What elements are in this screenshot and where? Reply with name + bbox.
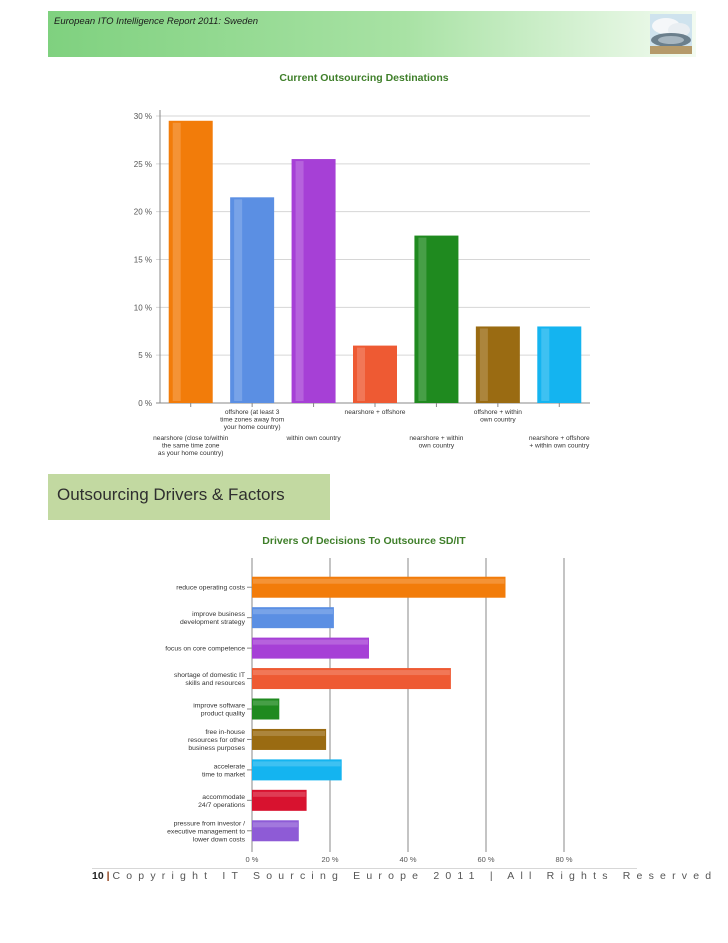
- section-title: Outsourcing Drivers & Factors: [57, 485, 285, 504]
- hbar-highlight: [253, 792, 306, 797]
- y-tick-label: 0 %: [138, 399, 152, 408]
- y-category-label: improve business development strategy: [180, 611, 245, 627]
- y-category-label: free in-house resources for other business purposes: [187, 728, 245, 752]
- drivers-bar-chart: [0, 540, 728, 865]
- report-title: European ITO Intelligence Report 2011: Sweden: [54, 16, 259, 27]
- x-category-label: nearshore + within own country: [409, 435, 464, 450]
- section-heading-band: [48, 474, 330, 520]
- bar-highlight: [418, 238, 426, 401]
- hbar-highlight: [253, 822, 298, 827]
- y-category-label: accelerate time to market: [201, 763, 245, 779]
- hbar-highlight: [253, 761, 341, 766]
- hbar-highlight: [253, 579, 505, 584]
- chart-title-destinations: Current Outsourcing Destinations: [279, 72, 449, 84]
- bar-highlight: [173, 123, 181, 401]
- x-category-label: nearshore (close to/within the same time zone as your home country): [153, 435, 229, 457]
- x-tick-label: 60 %: [477, 855, 495, 864]
- hbar-highlight: [253, 701, 278, 706]
- y-tick-label: 15 %: [133, 255, 152, 265]
- footer-copyright: Copyright IT Sourcing Europe 2011 | All Rights Reserved: [112, 870, 718, 882]
- x-tick-label: 40 %: [399, 855, 417, 864]
- y-category-label: pressure from investor / executive management to lower down costs: [167, 820, 245, 844]
- page-footer: [92, 870, 717, 882]
- footer-separator: |: [106, 870, 110, 882]
- y-tick-label: 5 %: [138, 351, 152, 361]
- hbar-highlight: [253, 731, 325, 736]
- y-tick-label: 30 %: [133, 112, 152, 121]
- hbar-highlight: [253, 609, 333, 614]
- bar-highlight: [234, 199, 242, 401]
- bar-highlight: [357, 348, 365, 401]
- y-category-label: reduce operating costs: [176, 584, 245, 592]
- y-category-label: accommodate 24/7 operations: [198, 793, 245, 809]
- x-category-label: nearshore + offshore + within own country: [528, 435, 590, 450]
- x-tick-label: 0 %: [245, 855, 259, 864]
- bar-highlight: [296, 161, 304, 401]
- bar-highlight: [541, 328, 549, 401]
- x-category-label: offshore + within own country: [473, 409, 522, 424]
- x-category-label: offshore (at least 3 time zones away from your home country): [220, 409, 285, 431]
- chart-title-drivers: Drivers Of Decisions To Outsource SD/IT: [262, 535, 466, 547]
- x-category-label: within own country: [286, 435, 341, 442]
- hbar-highlight: [253, 670, 450, 675]
- x-tick-label: 20 %: [321, 855, 339, 864]
- y-tick-label: 20 %: [133, 207, 152, 217]
- bar-highlight: [480, 328, 488, 401]
- y-category-label: improve software product quality: [193, 702, 245, 718]
- y-category-label: focus on core competence: [165, 645, 245, 653]
- footer-rule: [92, 868, 637, 869]
- hbar-highlight: [253, 640, 368, 645]
- x-category-label: nearshore + offshore: [344, 409, 406, 416]
- y-tick-label: 10 %: [133, 303, 152, 313]
- y-tick-label: 25 %: [133, 159, 152, 169]
- y-category-label: shortage of domestic IT skills and resources: [173, 672, 245, 688]
- x-tick-label: 80 %: [555, 855, 573, 864]
- page-number: 10: [92, 870, 104, 882]
